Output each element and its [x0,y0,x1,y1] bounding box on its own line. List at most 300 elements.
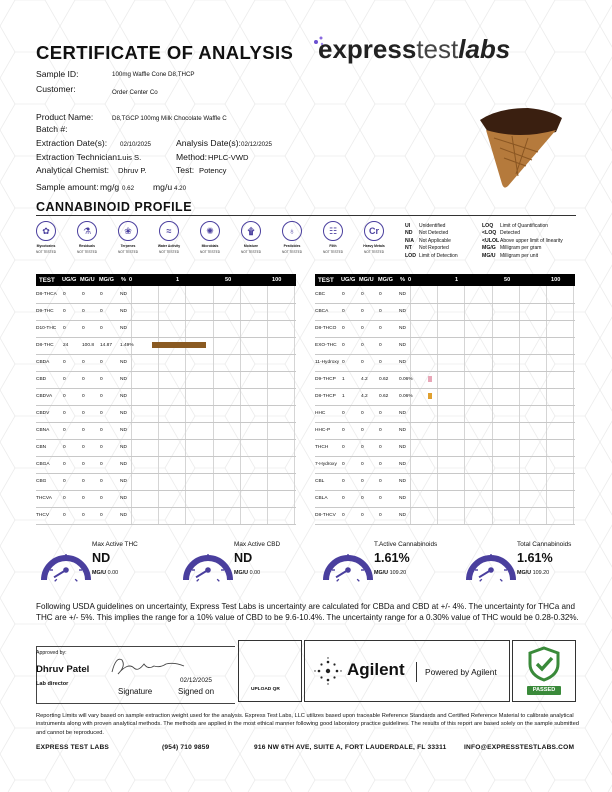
cell-mgu: 0 [82,411,85,416]
table-header [36,274,296,286]
analysis-date-label: Analysis Date(s): [176,138,241,148]
cell-mgg: 0.62 [379,394,389,399]
cell-mgg: 0.62 [379,377,389,382]
cell-test: CBGA [36,462,50,467]
cell-ug: 0 [63,513,66,518]
header-s0: 0 [408,277,412,283]
cell-test: CBDVA [36,394,53,399]
test-status: NOT TESTED [117,250,139,254]
cell-test: 7-Hydroxy [315,462,337,467]
test-icon-cell [231,221,271,254]
powered-by-agilent: Powered by Agilent [425,667,497,677]
test-name: Pesticides [283,244,301,248]
cell-test: THCVA [36,496,52,501]
table-row [36,320,296,338]
cell-ug: 0 [342,326,345,331]
table-row [36,422,296,440]
cell-mgu: 0 [361,479,364,484]
cell-mgu: 0 [361,309,364,314]
cell-ug: 0 [63,377,66,382]
cell-pct: ND [399,326,406,331]
cell-test: D8-THCA [36,292,57,297]
cell-pct: ND [399,496,406,501]
cell-mgu: 4.2 [361,377,368,382]
summary-unit: MG/U [517,570,532,576]
cell-ug: 0 [63,309,66,314]
test-status: NOT TESTED [199,250,221,254]
test-icon-cell [26,221,66,254]
cell-ug: 0 [63,428,66,433]
agilent-brand: Agilent [347,660,405,679]
test-status: NOT TESTED [35,250,57,254]
cell-mgu: 0 [361,428,364,433]
document-title: CERTIFICATE OF ANALYSIS [36,42,294,63]
cell-mgg: 0 [100,360,103,365]
cell-mgg: 0 [100,462,103,467]
test-icon-cell [149,221,189,254]
signature-label: Signature [118,687,153,696]
legend-text: Detected [500,230,521,237]
legend-code: LOD [405,252,416,259]
product-photo-waffle-cone [458,78,578,198]
header-s0: 0 [129,277,133,283]
cell-test: CBD [36,377,47,382]
header-mgu: MG/U [80,277,95,283]
test-value: Potency [199,166,227,175]
value-bar [152,342,206,348]
value-bar [428,376,432,382]
table-row [315,303,575,321]
passed-label: PASSED [527,686,561,695]
qr-upload-box[interactable] [238,640,302,702]
cell-mgg: 0 [379,462,382,467]
cell-pct: ND [120,360,127,365]
table-row [36,388,296,406]
test-name: Moisture [243,244,259,248]
cell-mgg: 0 [379,309,382,314]
cell-mgu: 0 [82,326,85,331]
cell-mgu: 0 [82,445,85,450]
test-icon-cell [190,221,230,254]
cell-pct: ND [399,462,406,467]
table-row [36,303,296,321]
footer-email[interactable]: INFO@EXPRESSTESTLABS.COM [464,744,575,751]
legend-text: Not Reported [419,245,449,252]
table-row [36,405,296,423]
cell-test: D8-THCP [315,394,336,399]
header-pct: % [400,277,405,283]
table-row [315,490,575,508]
legend-text: Limit of Quantification [500,223,549,229]
legend-code: <ULOL [482,237,500,244]
method-value: HPLC-VWD [208,153,249,162]
summary-unit-value: 0.00 [107,570,119,576]
cannabinoid-profile-title: CANNABINOID PROFILE [36,200,193,214]
cell-mgg: 0 [379,513,382,518]
cell-ug: 24 [63,343,69,348]
test-status: NOT TESTED [363,250,385,254]
cell-ug: 0 [63,479,66,484]
cell-mgu: 0 [361,326,364,331]
table-row [315,507,575,525]
summary-unit: MG/U [92,570,107,576]
test-name: Water Activity [157,244,181,248]
legend-code: <LOQ [482,230,497,237]
cell-pct: ND [399,513,406,518]
test-name: Terpenes [120,244,136,248]
moisture-icon: ۩ [241,221,261,241]
legend-text: Limit of Detection [419,252,458,259]
extraction-date-label: Extraction Date(s): [36,138,108,148]
batch-label: Batch #: [36,124,68,134]
summary-unit-value: 109.20 [389,570,407,576]
cell-mgu: 0 [82,394,85,399]
cell-ug: 0 [342,428,345,433]
cell-pct: 0.06% [399,394,413,399]
customer-label: Customer: [36,84,76,94]
table-header [315,274,575,286]
header-test: TEST [318,277,334,284]
cell-pct: ND [120,428,127,433]
gauge-icon [178,540,238,586]
cell-mgg: 0 [100,292,103,297]
table-row [36,371,296,389]
cell-mgg: 0 [100,377,103,382]
footer-address: 916 NW 6TH AVE, SUITE A, FORT LAUDERDALE, FL 33311 [254,744,447,751]
cell-test: CBC [315,292,326,297]
cell-mgu: 0 [361,496,364,501]
cell-mgu: 0 [82,309,85,314]
test-icon-cell [272,221,312,254]
upload-qr-label: UPLOAD QR [251,687,280,692]
cell-ug: 0 [63,496,66,501]
cell-pct: ND [120,309,127,314]
chemist-label: Analytical Chemist: [36,165,110,175]
cell-pct: ND [120,377,127,382]
section-divider [36,215,576,216]
method-label: Method: [176,152,208,162]
legend-item [482,230,520,236]
cell-mgg: 0 [379,445,382,450]
cell-ug: 0 [342,411,345,416]
cell-test: CBCA [315,309,329,314]
table-row [36,286,296,304]
test-status: NOT TESTED [281,250,303,254]
cell-ug: 1 [342,377,345,382]
test-status: NOT TESTED [158,250,180,254]
legend-text: Above upper limit of linearity [500,237,563,244]
cell-mgg: 14.87 [100,343,113,348]
cell-test: D8-THC [36,343,54,348]
heavy-metals-icon: Cr [364,221,384,241]
cell-mgu: 0 [361,462,364,467]
cell-mgg: 0 [100,326,103,331]
cell-mgg: 0 [100,445,103,450]
cell-ug: 0 [63,292,66,297]
summary-value: 1.61% [517,551,553,565]
cell-mgu: 100.8 [82,343,95,348]
cell-ug: 0 [63,462,66,467]
cell-pct: ND [399,411,406,416]
chemist-value: Dhruv P. [118,166,147,175]
cell-test: CBLA [315,496,328,501]
signature-image [108,652,188,680]
cell-test: CBL [315,479,325,484]
cell-mgu: 0 [361,292,364,297]
legend-text: Not Applicable [419,237,451,244]
summary-unit-row [374,570,406,576]
test-status: NOT TESTED [76,250,98,254]
mgu-value: 4.20 [174,185,187,192]
terpenes-icon: ❀ [118,221,138,241]
cell-test: HHC-P [315,428,331,433]
cell-ug: 0 [342,360,345,365]
cell-mgg: 0 [100,428,103,433]
legend-item [482,238,563,244]
cell-mgg: 0 [379,326,382,331]
cell-test: CBDV [36,411,50,416]
cell-mgg: 0 [379,496,382,501]
cell-test: D10-THC [36,326,57,331]
summary-unit-value: 0.00 [249,570,261,576]
test-label: Test: [176,165,195,175]
table-row [315,405,575,423]
table-row [315,320,575,338]
cell-mgg: 0 [100,513,103,518]
test-icon-cell [108,221,148,254]
summary-unit: MG/U [234,570,249,576]
summary-unit-row [234,570,260,576]
table-row [315,337,575,355]
gauge-icon [318,540,378,586]
table-row [36,439,296,457]
header-mgg: MG/G [378,277,393,283]
approver-role: Lab director [36,681,69,687]
legend-text: Not Detected [419,230,449,237]
cell-ug: 0 [342,292,345,297]
legend-code: N/A [405,237,414,244]
cell-test: CBDA [36,360,50,365]
technician-value: Luis S. [118,153,142,162]
cell-mgu: 0 [82,513,85,518]
summary-unit: MG/U [374,570,389,576]
passed-shield-icon [526,646,562,682]
cell-pct: ND [399,479,406,484]
mgu-label: mg/u [153,182,173,192]
legend-text: Milligram per gram [500,245,542,252]
summary-value: 1.61% [374,551,410,565]
product-name-value: D8,TGCP 100mg Milk Chocolate Waffle C [112,115,227,122]
cell-mgg: 0 [379,292,382,297]
cell-pct: ND [120,411,127,416]
table-row [315,439,575,457]
cell-mgg: 0 [379,411,382,416]
mgg-value: 0.62 [122,185,135,192]
summary-value: ND [234,551,253,565]
signed-date: 02/12/2025 [180,677,212,684]
legend-code: MG/G [482,245,496,252]
summary-title: Total Cannabinoids [517,541,572,548]
cell-test: 11-Hydroxy [315,360,340,365]
residuals-icon: ⚗ [77,221,97,241]
cell-mgg: 0 [379,479,382,484]
test-status: NOT TESTED [322,250,344,254]
sample-id-label: Sample ID: [36,69,79,79]
technician-label: Extraction Technician: [36,152,120,162]
cell-ug: 0 [63,445,66,450]
product-name-label: Product Name: [36,112,94,122]
mycotoxins-icon: ✿ [36,221,56,241]
analysis-date-value: 02/12/2025 [241,141,272,148]
cell-mgu: 0 [82,496,85,501]
cell-ug: 0 [342,513,345,518]
table-row [36,473,296,491]
cell-mgu: 0 [82,292,85,297]
mgg-label: mg/g [100,182,120,192]
summary-title: Max Active CBD [234,541,281,548]
table-row [315,422,575,440]
agilent-divider [416,662,417,682]
table-row [36,490,296,508]
cell-test: CBG [36,479,47,484]
footer-phone[interactable]: (954) 710 9859 [162,744,210,751]
approver-name: Dhruv Patel [36,664,90,675]
cell-ug: 0 [342,445,345,450]
signed-on-label: Signed on [178,687,215,696]
legend-code: LOQ [482,223,494,229]
pesticides-icon: ♁ [282,221,302,241]
cell-mgu: 4.2 [361,394,368,399]
company-logo: expresstestlabs [318,34,511,64]
cell-ug: 0 [63,411,66,416]
cell-pct: ND [120,496,127,501]
sample-id-value: 100mg Waffle Cone D8,THCP [112,71,195,78]
cell-mgg: 0 [379,428,382,433]
cell-pct: ND [120,462,127,467]
cell-ug: 0 [63,394,66,399]
test-name: Microbials [201,244,219,248]
water-activity-icon: ≈ [159,221,179,241]
test-icon-cell [354,221,394,254]
summary-unit-value: 109.20 [532,570,550,576]
header-pct: % [121,277,126,283]
header-s100: 100 [272,277,282,283]
table-row [315,473,575,491]
summary-value: ND [92,551,111,565]
table-row [36,354,296,372]
test-name: Filth [329,244,337,248]
cell-ug: 0 [63,326,66,331]
agilent-spark-icon [313,656,343,686]
cell-mgg: 0 [100,394,103,399]
legend-item [405,238,451,244]
test-name: Residuals [78,244,96,248]
summary-title: Max Active THC [92,541,138,548]
summary-title: T.Active Cannabinoids [374,541,438,548]
cell-ug: 0 [342,309,345,314]
test-status: NOT TESTED [240,250,262,254]
table-row [315,456,575,474]
cell-pct: ND [120,479,127,484]
legend-item [405,245,449,251]
uncertainty-note: Following USDA guidelines on uncertainty, Express Test Labs is uncertainty are calculated for CBDa and CBD at +/- 4%. The uncertainty for THCa and THC are +/- 5%. This implies the range for a 10% value of CBD to be 9.6-10.4%. The uncertainty range for a 0.30% value of THC would be 0.28-0.32%. [36,602,579,622]
cell-pct: ND [120,513,127,518]
cell-mgg: 0 [100,496,103,501]
test-icon-cell [313,221,353,254]
microbials-icon: ✺ [200,221,220,241]
cell-mgu: 0 [361,360,364,365]
cell-test: D9-THC [36,309,54,314]
table-row [36,507,296,525]
reporting-limits-note: Reporting Limits will vary based on sample extraction weight used for the analysis. Express Test Labs, LLC utilizes based upon traceable Reference Standards and Certified Reference Material to calibrate analytical instruments along with proven analytical methods. The methods are applied in the most ethical manner following good laboratory practice guidelines. The results of this report are based solely on the sample submitted and cannot be reproduced. [36,713,579,736]
cell-test: D8-THCV [315,513,336,518]
table-row [315,286,575,304]
cell-mgg: 0 [100,309,103,314]
header-s50: 50 [504,277,511,283]
cell-test: EXO-THC [315,343,337,348]
summary-unit-row [517,570,549,576]
cell-mgu: 0 [82,360,85,365]
cell-test: CBN [36,445,47,450]
approved-by-label: Approved by: [36,650,67,656]
gauge-icon [461,540,521,586]
test-icon-cell [67,221,107,254]
cell-ug: 0 [342,479,345,484]
header-s100: 100 [551,277,561,283]
value-bar [428,393,432,399]
legend-item [482,223,548,229]
cell-pct: ND [399,428,406,433]
cell-ug: 0 [63,360,66,365]
sample-amount-label: Sample amount: [36,182,99,192]
cell-mgu: 0 [361,343,364,348]
cell-pct: ND [120,445,127,450]
cell-ug: 0 [342,343,345,348]
header-ug: UG/G [62,277,77,283]
header-mgu: MG/U [359,277,374,283]
legend-item [405,230,448,236]
test-name: Mycotoxins [36,244,56,248]
cell-pct: ND [120,292,127,297]
footer-company: EXPRESS TEST LABS [36,744,110,751]
cell-mgu: 0 [361,445,364,450]
cell-ug: 1 [342,394,345,399]
cell-ug: 0 [342,462,345,467]
legend-code: UI [405,223,411,229]
table-row [36,337,296,355]
legend-text: Milligram per unit [500,252,539,259]
cell-mgu: 0 [82,479,85,484]
cell-ug: 0 [342,496,345,501]
table-row [36,456,296,474]
legend-code: ND [405,230,413,237]
cell-test: THCV [36,513,50,518]
legend-item [482,253,538,259]
table-row [315,371,575,389]
cell-test: D8-THCO [315,326,337,331]
cell-mgg: 0 [100,411,103,416]
cell-test: CBNA [36,428,50,433]
legend-item [405,253,458,259]
header-test: TEST [39,277,55,284]
cell-test: HHC [315,411,326,416]
header-s1: 1 [455,277,459,283]
cell-pct: ND [399,292,406,297]
cell-pct: 0.06% [399,377,413,382]
cell-mgg: 0 [379,360,382,365]
cell-pct: ND [120,394,127,399]
test-name: Heavy Metals [363,244,385,248]
